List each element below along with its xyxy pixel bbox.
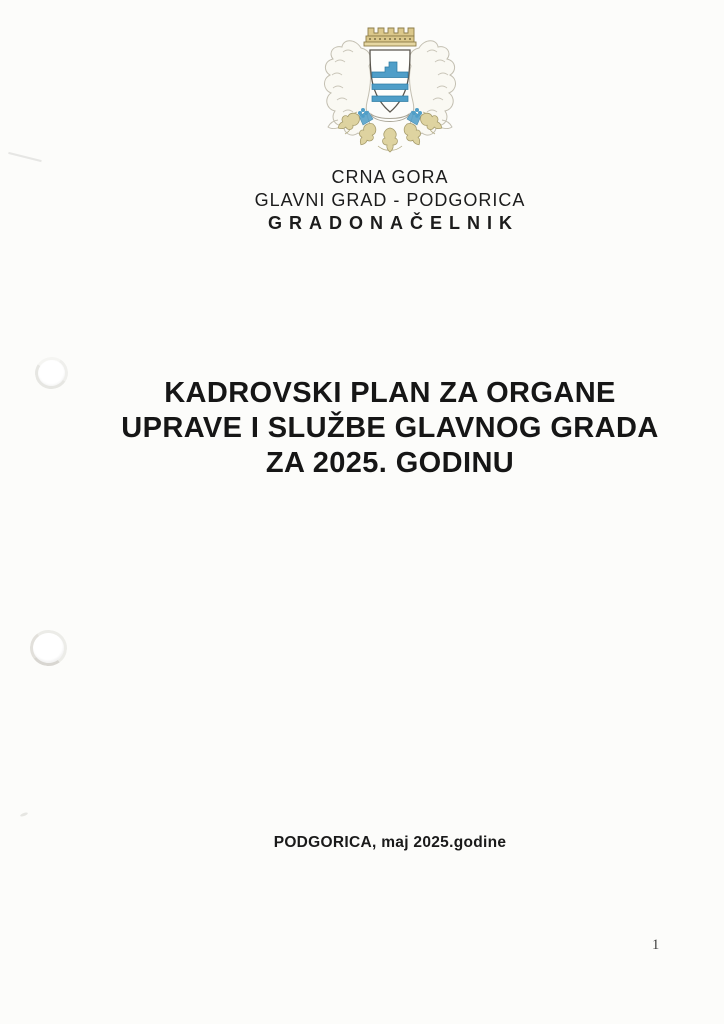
place-and-date: PODGORICA, maj 2025.godine	[273, 834, 507, 851]
title-line-1: KADROVSKI PLAN ZA ORGANE	[164, 377, 616, 409]
institution-header	[56, 166, 724, 235]
punch-hole-bottom	[28, 628, 70, 669]
page-number: 1	[652, 937, 660, 953]
shield	[370, 50, 410, 112]
document-title	[56, 376, 724, 481]
title-line-2: UPRAVE I SLUŽBE GLAVNOG GRADA	[121, 412, 659, 444]
scan-artifact-smudge	[20, 812, 29, 818]
city-name: GLAVNI GRAD - PODGORICA	[254, 190, 526, 210]
scan-artifact-scratch	[8, 152, 41, 162]
mural-crown	[364, 28, 416, 46]
cover-page-content	[56, 0, 724, 851]
country-name: CRNA GORA	[331, 167, 449, 187]
coat-of-arms-icon	[315, 20, 465, 162]
title-line-3: ZA 2025. GODINU	[265, 447, 515, 479]
office-name: GRADONAČELNIK	[268, 213, 519, 233]
podgorica-coat-of-arms	[56, 20, 724, 162]
